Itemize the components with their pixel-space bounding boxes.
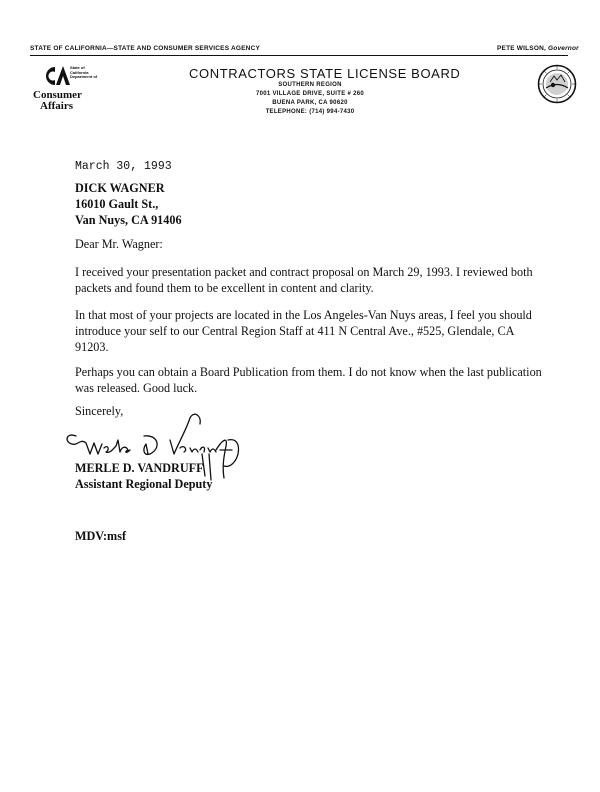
logo-word-affairs: Affairs [40, 100, 73, 112]
closing: Sincerely, [75, 404, 124, 418]
signer-name: MERLE D. VANDRUFF [75, 461, 204, 475]
agency-line: STATE OF CALIFORNIA—STATE AND CONSUMER SERVICES AGENCY [30, 45, 261, 52]
reference-initials: MDV:msf [75, 529, 126, 543]
recipient-block [75, 180, 182, 228]
paragraph-3: Perhaps you can obtain a Board Publication from them. I do not know when the last publication was released. Good luck. [75, 365, 542, 395]
paragraph-1: I received your presentation packet and contract proposal on March 29, 1993. I reviewed both packets and found them to be excellent in content and clarity. [75, 265, 533, 295]
street-address: 7001 VILLAGE DRIVE, SUITE # 260 [255, 91, 364, 97]
signer-title: Assistant Regional Deputy [75, 477, 213, 491]
recipient-city: Van Nuys, CA 91406 [75, 213, 182, 227]
logo-word-consumer: Consumer [33, 89, 82, 101]
consumer-affairs-logo [30, 64, 98, 120]
region: SOUTHERN REGION [278, 82, 342, 88]
state-seal-icon [537, 64, 577, 104]
city-address: BUENA PARK, CA 90620 [272, 100, 348, 106]
recipient-name: DICK WAGNER [75, 181, 165, 195]
letter-date: March 30, 1993 [75, 160, 172, 173]
paragraph-2: In that most of your projects are located in the Los Angeles-Van Nuys areas, I feel you should introduce your self to our Central Region Staff at 411 N Central Ave., #525, Glendale, CA 91203. [75, 308, 532, 354]
governor-name: PETE WILSON, [497, 45, 546, 52]
salutation: Dear Mr. Wagner: [75, 237, 163, 251]
telephone: TELEPHONE: (714) 994-7430 [265, 109, 355, 115]
logo-text-small: State of California Department of [70, 65, 98, 80]
ca-mark-icon [38, 64, 72, 88]
header-rule [30, 55, 568, 56]
recipient-street: 16010 Gault St., [75, 197, 159, 211]
governor-line [497, 45, 579, 52]
governor-title: Governor [548, 45, 579, 52]
board-name: CONTRACTORS STATE LICENSE BOARD [189, 66, 461, 81]
signer-block [75, 460, 212, 492]
